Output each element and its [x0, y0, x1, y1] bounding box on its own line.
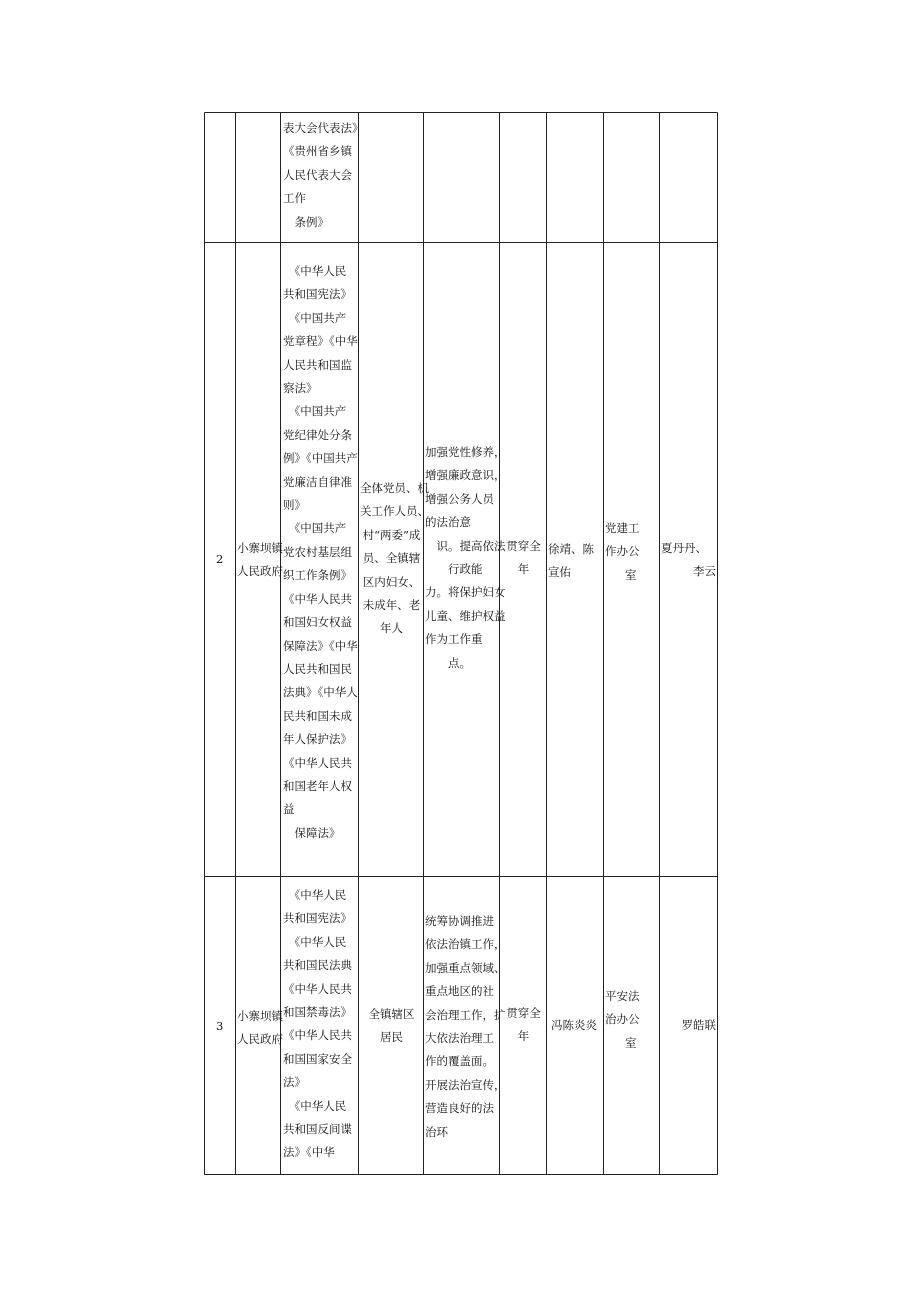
target-line: 全体党员、机	[360, 481, 429, 495]
unit-line: 小寨坝镇	[237, 541, 283, 555]
law-line: 民共和国未成	[283, 708, 352, 723]
law-line: 《中华人民共	[283, 755, 352, 770]
content-line: 会治理工作，扩	[425, 1007, 506, 1022]
target-line: 关工作人员、	[360, 504, 429, 519]
law-line: 工作	[283, 191, 306, 206]
content-line: 增强廉政意识，	[425, 468, 506, 483]
time-line: 贯穿全	[506, 1006, 541, 1020]
row-3-unit	[237, 1005, 283, 1052]
law-line: 年人保护法》	[283, 732, 352, 747]
row-3-time	[500, 1002, 547, 1049]
law-line: 共和国宪法》	[283, 911, 352, 926]
row-3-responsible: 冯陈炎炎	[551, 1018, 597, 1032]
law-line: 《贵州省乡镇	[283, 144, 352, 159]
row-3-department	[605, 985, 640, 1055]
law-line: 共和国宪法》	[283, 287, 352, 302]
target-line: 居民	[380, 1030, 403, 1045]
law-line: 人民共和国监	[283, 357, 352, 372]
row-2-index: 2	[216, 552, 224, 566]
row-3-index: 3	[216, 1019, 224, 1033]
leader-line: 李云	[693, 564, 716, 579]
target-line: 年人	[380, 621, 403, 636]
target-line: 全镇辖区	[368, 1007, 415, 1021]
content-line: 力。将保护妇女	[425, 585, 506, 600]
law-line: 党农村基层组	[283, 544, 352, 559]
content-line: 的法治意	[425, 515, 471, 530]
law-line: 则》	[283, 498, 306, 513]
row-1-laws	[283, 117, 364, 234]
leader-line: 夏丹丹、	[661, 541, 707, 555]
law-line: 《中国共产	[283, 404, 347, 419]
department-line: 党建工	[605, 521, 640, 535]
law-line: 《中华人民共	[283, 591, 352, 606]
row-2-target	[360, 477, 429, 641]
law-line: 条例》	[283, 214, 329, 229]
content-line: 增强公务人员	[425, 491, 494, 506]
row-3-content	[425, 910, 506, 1144]
law-line: 《中华人民共	[283, 981, 352, 996]
law-line: 《中华人民	[283, 1098, 347, 1113]
law-line: 益	[283, 802, 295, 817]
content-line: 儿童、维护权益	[425, 608, 506, 623]
content-line: 开展法治宣传，	[425, 1077, 506, 1092]
time-line: 年	[517, 1029, 530, 1044]
row-2-unit	[237, 537, 283, 584]
law-line: 《中国共产	[283, 310, 347, 325]
time-line: 贯穿全	[506, 539, 541, 553]
law-line: 《中华人民	[283, 934, 347, 949]
row-3-leader: 罗皓联	[681, 1018, 716, 1032]
target-line: 未成年、老	[362, 598, 421, 613]
content-line: 治环	[425, 1124, 448, 1139]
department-line: 平安法	[605, 989, 640, 1003]
responsible-text: 徐靖、陈宣佑	[548, 542, 594, 580]
law-line: 察法》	[283, 381, 318, 396]
content-line: 行政能	[425, 562, 483, 577]
department-line: 治办公	[605, 1012, 640, 1027]
target-line: 区内妇女、	[362, 574, 421, 589]
law-line: 人民代表大会	[283, 167, 352, 182]
content-line: 加强重点领域、	[425, 960, 506, 975]
content-line: 加强党性修养，	[425, 445, 506, 459]
content-line: 大依法治理工	[425, 1031, 494, 1046]
content-line: 作为工作重	[425, 632, 483, 647]
law-line: 例》《中国共产	[283, 451, 358, 466]
row-2-time	[500, 535, 547, 582]
row-2-department	[605, 517, 640, 587]
law-line: 党章程》《中华	[283, 334, 358, 349]
unit-line: 人民政府	[237, 1032, 283, 1047]
law-line: 保障法》《中华	[283, 638, 358, 653]
law-line: 保障法》	[283, 825, 341, 840]
law-line: 《中华人民	[283, 264, 347, 278]
law-line: 法》《中华	[283, 1145, 335, 1160]
law-line: 党纪律处分条	[283, 427, 352, 442]
law-line: 共和国民法典	[283, 958, 352, 973]
content-line: 重点地区的社	[425, 984, 494, 999]
law-line: 人民共和国民	[283, 661, 352, 676]
row-2-leader	[661, 537, 716, 584]
law-line: 和国禁毒法》	[283, 1005, 352, 1020]
department-line: 作办公	[605, 544, 640, 559]
department-line: 室	[625, 1035, 637, 1050]
law-line: 和国老年人权	[283, 778, 352, 793]
content-line: 统筹协调推进	[425, 914, 494, 928]
content-line: 依法治镇工作，	[425, 937, 506, 952]
law-line: 《中国共产	[283, 521, 347, 536]
row-2-responsible	[548, 538, 604, 585]
content-line: 营造良好的法	[425, 1101, 494, 1116]
row-3-laws	[283, 884, 352, 1165]
law-line: 党廉洁自律准	[283, 474, 352, 489]
law-line: 法》	[283, 1075, 306, 1090]
law-line: 和国国家安全	[283, 1051, 352, 1066]
law-line: 法典》《中华人	[283, 685, 358, 700]
row-2-content	[425, 441, 506, 675]
department-line: 室	[625, 567, 637, 582]
target-line: 村“两委”成	[362, 527, 421, 542]
target-line: 员、全镇辖	[362, 551, 421, 566]
law-line: 表大会代表法》	[283, 121, 364, 135]
content-line: 识。提高依法	[425, 538, 506, 553]
law-line: 共和国反间谍	[283, 1122, 352, 1137]
time-line: 年	[517, 562, 530, 577]
law-line: 织工作条例》	[283, 568, 352, 583]
content-line: 点。	[425, 655, 471, 670]
content-line: 作的覆盖面。	[425, 1054, 494, 1069]
law-line: 《中华人民共	[283, 1028, 352, 1043]
unit-line: 人民政府	[237, 564, 283, 579]
row-2-laws	[283, 260, 358, 845]
law-line: 《中华人民	[283, 888, 347, 902]
unit-line: 小寨坝镇	[237, 1009, 283, 1023]
row-3-target	[360, 1003, 423, 1050]
law-line: 和国妇女权益	[283, 615, 352, 630]
